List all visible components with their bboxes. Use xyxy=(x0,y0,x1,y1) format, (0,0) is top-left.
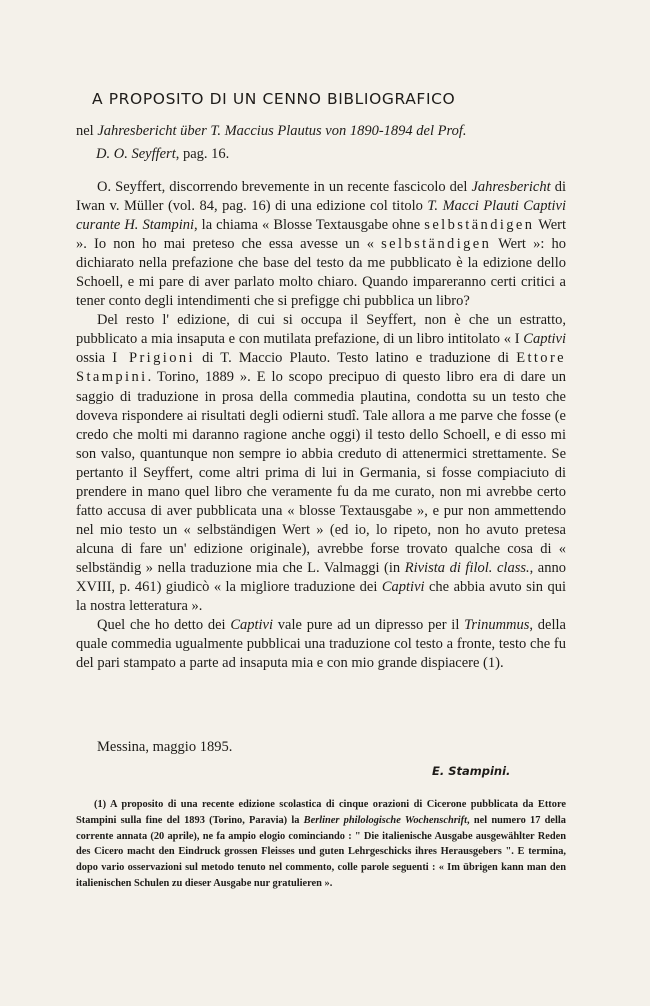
subtitle-work: Jahresbericht über T. Maccius Plautus von 1890-1894 del Prof. xyxy=(97,123,467,139)
p1-text-f: selbständigen xyxy=(424,217,535,234)
article-body xyxy=(76,178,566,673)
p3-text-b: Captivi xyxy=(230,617,274,634)
article-subtitle-cont xyxy=(96,146,229,163)
p1-text-d: T. Macci Plauti Captivi curante H. Stampini xyxy=(76,198,566,234)
p3-text-d: Trinummus xyxy=(464,617,530,634)
p2-text-d: I Prigioni xyxy=(112,350,195,367)
footnote-text-a: (1) A proposito di una recente edizione scolastica di cinque orazioni di Cicerone pubblicata da Ettore Stampini sulla fine del 1893 (Torino, Paravia) la xyxy=(76,799,566,826)
p2-text-a: Del resto l' edizione, di cui si occupa il Seyffert, non è che un estratto, pubblicato a mia insaputa e con mutilata prefazione, di un libro intitolato « I xyxy=(76,312,566,348)
p1-text-h: selbständigen xyxy=(381,236,492,253)
footnote-text-b: Berliner philologische Wochenschrift xyxy=(303,814,468,826)
p1-text-c: di Iwan v. Müller (vol. 84, pag. 16) di una edizione col titolo xyxy=(76,179,566,215)
subtitle-suffix: , pag. 16. xyxy=(175,146,230,162)
p2-text-i: , anno XVIII, p. 461) giudicò « la migliore traduzione dei xyxy=(76,559,566,595)
p2-text-j: Captivi xyxy=(381,578,425,595)
p1-text-b: Jahresbericht xyxy=(471,179,551,195)
p1-text-e: , la chiama « Blosse Textausgabe ohne xyxy=(194,217,425,234)
subtitle-author: D. O. Seyffert xyxy=(96,146,176,162)
article-title: A PROPOSITO DI UN CENNO BIBLIOGRAFICO xyxy=(92,90,456,108)
p1-text-g: Wert ». Io non ho mai preteso che essa avesse un « xyxy=(76,217,567,253)
subtitle-prefix: nel xyxy=(76,123,98,139)
p2-text-b: Captivi xyxy=(523,331,566,348)
p2-text-k: che abbia avuto sin qui la nostra letteratura ». xyxy=(76,578,566,615)
paragraph-2 xyxy=(76,311,566,616)
article-subtitle xyxy=(76,123,467,140)
p3-text-e: , della quale commedia ugualmente pubblicai una traduzione col testo a fronte, testo che fu del pari stampato a parte ad insaputa mia e con mio grande dispiacere (1). xyxy=(76,617,566,672)
p2-text-f: Ettore Stampini xyxy=(76,350,567,386)
place-date: Messina, maggio 1895. xyxy=(97,739,233,755)
paragraph-3 xyxy=(76,616,566,673)
paragraph-1 xyxy=(76,178,566,311)
p2-text-c: ossia xyxy=(76,350,113,367)
footnote xyxy=(76,797,566,892)
p2-text-h: Rivista di filol. class. xyxy=(404,559,530,576)
p3-text-c: vale pure ad un dipresso per il xyxy=(273,617,465,634)
p2-text-g: . Torino, 1889 ». E lo scopo precipuo di questo libro era di dare un saggio di traduzione in prosa della commedia plautina, condotta su un testo che doveva rispondere ai risultati degli odierni studî. Tale allora a me parve che fosse (e credo che molti mi daranno ragione anche oggi) il testo dello Schoell, e di esso mi son valso, quantunque non sempre io abbia creduto di attenermici strettamente. Se pertanto il Seyffert, come altri prima di lui in Germania, si fosse compiaciuto di prendere in mano quel libro che veramente fu da me curato, non mi avrebbe certo fatto accusa di aver pubblicata una « blosse Textausgabe », e pur non ammettendo nel mio testo un « selbständigen Wert » (ed io, lo ripeto, non ho avuto pretesa alcuna di fare un' edizione originale), avrebbe forse trovato qualche cosa di « selbständig » nella traduzione mia che L. Valmaggi (in xyxy=(76,369,566,576)
p1-text-a: O. Seyffert, discorrendo brevemente in un recente fascicolo del xyxy=(97,179,472,195)
p3-text-a: Quel che ho detto dei xyxy=(97,617,231,634)
footnote-paragraph xyxy=(76,797,566,892)
p2-text-e: di T. Maccio Plauto. Testo latino e traduzione di xyxy=(194,350,517,367)
footnote-text-c: , nel numero 17 della corrente annata (20 aprile), ne fa ampio elogio cominciando : " Die italienische Ausgabe ausgewählter Reden des Cicero macht den Eindruck grossen Fleisses und guten Lehrgeschicks ihres Herausgebers ". E termina, dopo vario osservazioni sul metodo tenuto nel commento, colle parole seguenti : « Im übrigen kann man den italienischen Schulen zu dieser Ausgabe nur gratulieren ». xyxy=(76,814,566,889)
author-signature: E. Stampini. xyxy=(432,764,511,778)
p1-text-i: Wert »: ho dichiarato nella prefazione che base del testo da me pubblicato è la edizione dello Schoell, e mi pare di aver parlato molto chiaro. Quando impareranno certi critici a tener conto degli intendimenti che si prefigge chi pubblica un libro? xyxy=(76,236,566,310)
